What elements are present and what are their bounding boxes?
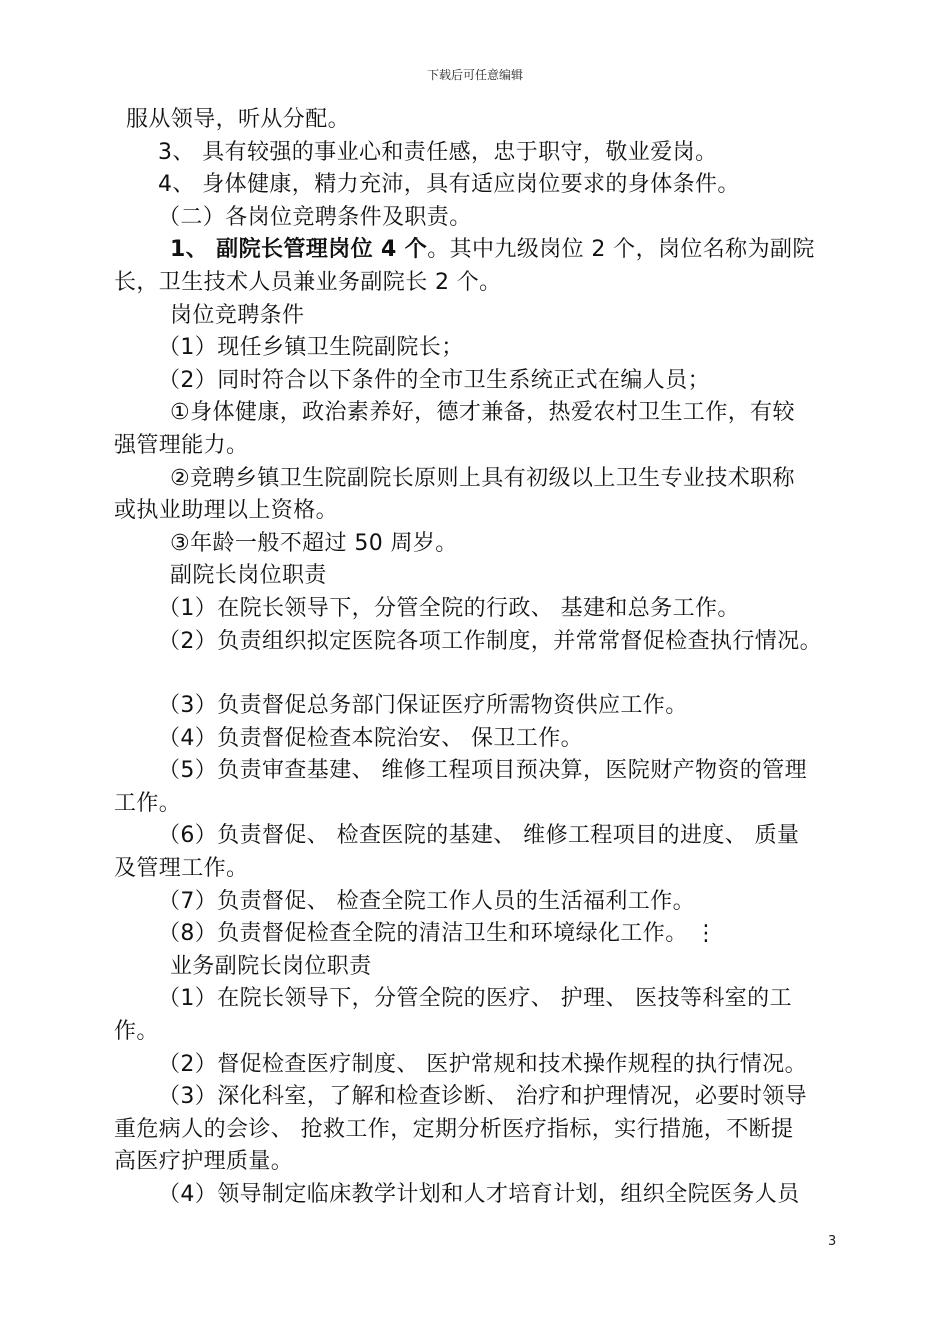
text-line: （5）负责审查基建、 维修工程项目预决算，医院财产物资的管理	[158, 758, 807, 784]
text-line: （4）负责督促检查本院治安、 保卫工作。	[158, 725, 583, 751]
section-heading: 1、 副院长管理岗位 4 个	[170, 237, 428, 263]
text-line: （1）现任乡镇卫生院副院长；	[158, 335, 464, 361]
subsection-title: 副院长岗位职责	[170, 563, 327, 589]
page-header: 下载后可任意编辑	[426, 68, 523, 82]
text-line: 工作。	[114, 790, 182, 816]
text-line: 作。	[114, 1019, 159, 1045]
text-line: 强管理能力。	[114, 432, 249, 458]
text-line: （8）负责督促检查全院的清洁卫生和环境绿化工作。 ⋮	[158, 921, 718, 947]
page-number: 3	[828, 1234, 837, 1249]
text-line: （2）督促检查医疗制度、 医护常规和技术操作规程的执行情况。	[158, 1051, 807, 1077]
text-line: （6）负责督促、 检查医院的基建、 维修工程项目的进度、 质量	[158, 823, 800, 849]
text-line: （2）同时符合以下条件的全市卫生系统正式在编人员；	[158, 367, 710, 393]
document-body	[114, 104, 844, 1212]
text-line: 长，卫生技术人员兼业务副院长 2 个。	[114, 269, 502, 295]
text-line: 服从领导，听从分配。	[126, 107, 351, 132]
text-line	[114, 234, 844, 267]
subsection-title: 岗位竞聘条件	[170, 302, 305, 328]
text-line: ①身体健康，政治素养好，德才兼备，热爱农村卫生工作，有较	[170, 400, 795, 426]
text-line: （3）深化科室，了解和检查诊断、 治疗和护理情况，必要时领导	[158, 1084, 807, 1110]
text-line: （4）领导制定临床教学计划和人才培育计划，组织全院医务人员	[158, 1182, 800, 1207]
text-line: 高医疗护理质量。	[114, 1149, 294, 1175]
text-line: 或执业助理以上资格。	[114, 498, 339, 524]
text-line: ②竞聘乡镇卫生院副院长原则上具有初级以上卫生专业技术职称	[170, 465, 795, 491]
text-line: 4、 身体健康，精力充沛，具有适应岗位要求的身体条件。	[158, 172, 740, 198]
text-line: （二）各岗位竞聘条件及职责。	[158, 204, 472, 230]
subsection-title: 业务副院长岗位职责	[170, 953, 372, 979]
text-line: ③年龄一般不超过 50 周岁。	[170, 530, 458, 556]
blank-line	[114, 658, 844, 690]
text-line: 重危病人的会诊、 抢救工作，定期分析医疗指标，实行措施，不断提	[114, 1116, 794, 1142]
text-line: （3）负责督促总务部门保证医疗所需物资供应工作。	[158, 693, 688, 719]
text-span: 。其中九级岗位 2 个，岗位名称为副院	[427, 237, 815, 263]
text-line: （7）负责督促、 检查全院工作人员的生活福利工作。	[158, 888, 695, 914]
text-line: （1）在院长领导下，分管全院的医疗、 护理、 医技等科室的工	[158, 986, 792, 1012]
text-line: （2）负责组织拟定医院各项工作制度，并常常督促检查执行情况。	[158, 628, 822, 654]
text-line: （1）在院长领导下，分管全院的行政、 基建和总务工作。	[158, 595, 740, 621]
text-line: 3、 具有较强的事业心和责任感，忠于职守，敬业爱岗。	[158, 139, 718, 165]
text-line: 及管理工作。	[114, 856, 249, 882]
